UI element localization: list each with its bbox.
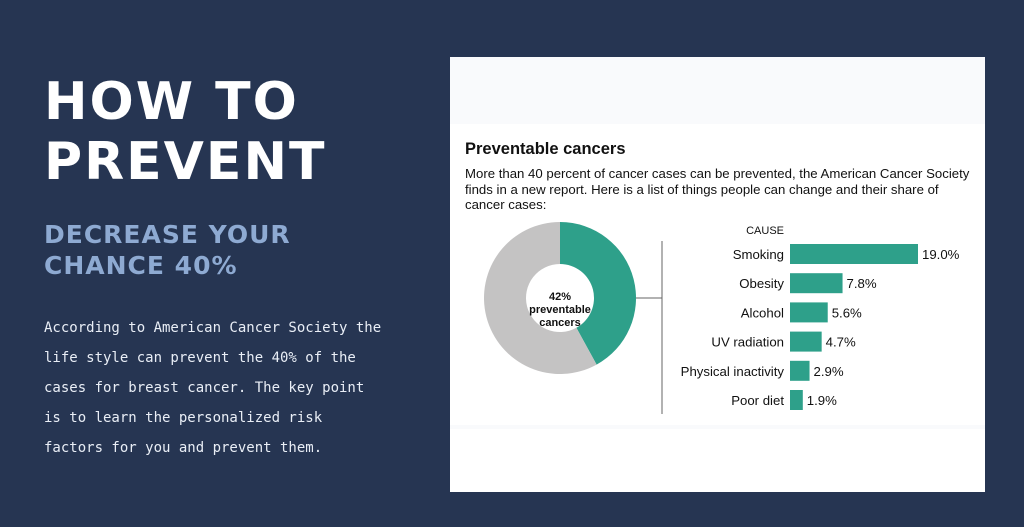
subheadline-line-2: CHANCE 40% [44,251,238,280]
bar [790,361,810,381]
bar-chart [681,244,960,410]
bar-value-label: 7.8% [846,276,877,292]
bar-value-label: 5.6% [831,305,862,321]
bar-category-label: Smoking [732,247,784,262]
infographic-card [450,57,985,492]
bar [790,390,803,410]
bar [790,273,843,293]
subheadline [44,219,291,281]
donut-center-text-line-2: cancers [539,317,581,329]
bar [790,302,828,322]
bar-value-label: 1.9% [806,393,837,408]
bar-column-header: CAUSE [746,225,784,237]
headline-line-1: HOW TO [44,72,299,132]
chart-svg [450,57,985,492]
donut-center-text-line-1: preventable [529,304,591,316]
bar [790,244,918,264]
donut-center-value: 42% [548,291,572,303]
bar-value-label: 4.7% [825,334,856,350]
chart-title: Preventable cancers [465,140,626,158]
bar [790,332,822,352]
left-panel [0,0,430,527]
bar-category-label: Alcohol [740,305,784,321]
headline [44,72,326,192]
bar-category-label: Poor diet [731,393,784,408]
headline-line-2: PREVENT [44,132,327,192]
subheadline-line-1: DECREASE YOUR [44,220,291,249]
chart-subtitle: More than 40 percent of cancer cases can be prevented, the American Cancer Society finds in a new report. Here is a list of things people can change and their share of cancer cases: [465,166,970,212]
bar-category-label: Obesity [739,276,784,292]
bar-category-label: UV radiation [711,334,784,350]
body-paragraph: According to American Cancer Society the life style can prevent the 40% of the cases for breast cancer. The key point is to learn the personalized risk factors for you and prevent them. [44,320,382,456]
bar-value-label: 2.9% [813,363,844,379]
bar-value-label: 19.0% [922,247,960,262]
bar-category-label: Physical inactivity [680,363,784,379]
